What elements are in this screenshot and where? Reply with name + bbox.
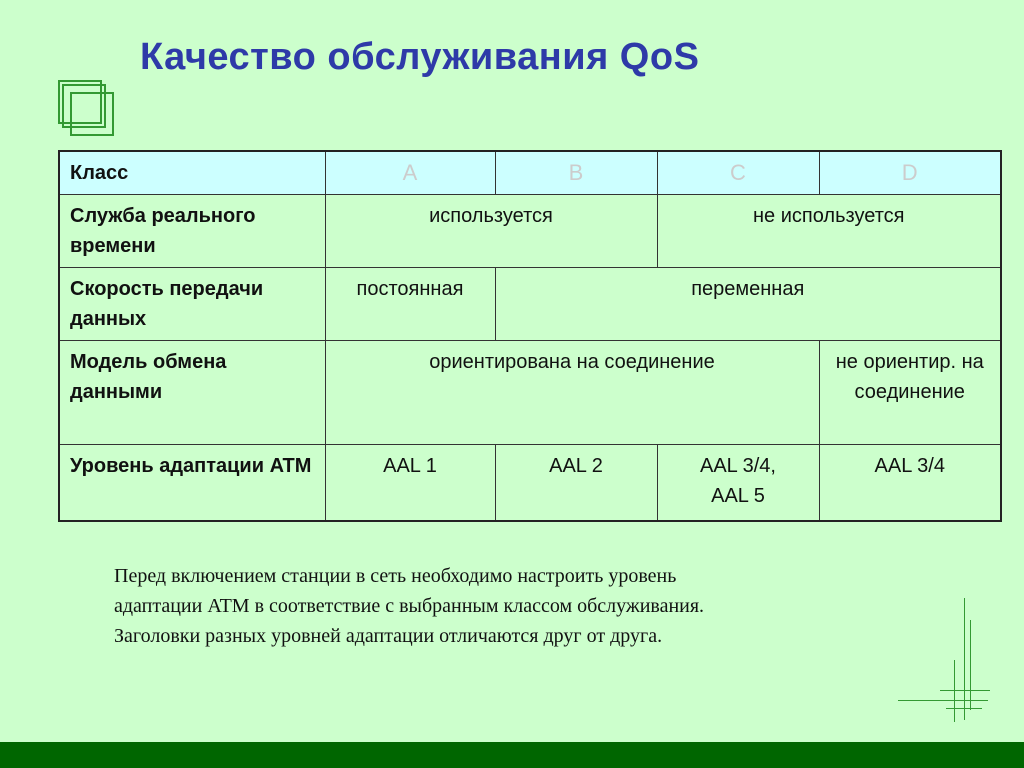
cell: AAL 1 <box>325 445 495 521</box>
cell: не используется <box>657 195 1001 268</box>
cell: AAL 3/4, AAL 5 <box>657 445 819 521</box>
table-row <box>59 341 1001 445</box>
header-label: Класс <box>59 151 325 195</box>
class-c: C <box>657 151 819 195</box>
row-label: Уровень адаптации ATM <box>59 445 325 521</box>
class-a: A <box>325 151 495 195</box>
cell: AAL 2 <box>495 445 657 521</box>
table-row <box>59 268 1001 341</box>
note-text: Перед включением станции в сеть необходимо настроить уровень адаптации ATM в соответствие с выбранным классом обслуживания. Заголовки разных уровней адаптации отличаются друг от друга. <box>114 565 705 647</box>
table-row <box>59 445 1001 521</box>
lines-decoration <box>890 590 1000 730</box>
row-label: Служба реального времени <box>59 195 325 268</box>
cell: не ориентир. на соединение <box>819 341 1001 445</box>
cell: постоянная <box>325 268 495 341</box>
page-title: Качество обслуживания QoS <box>140 36 700 78</box>
cell: переменная <box>495 268 1001 341</box>
class-b: B <box>495 151 657 195</box>
class-d: D <box>819 151 1001 195</box>
table-row <box>59 195 1001 268</box>
table-header-row <box>59 151 1001 195</box>
squares-decoration <box>58 80 118 140</box>
footer-bar <box>0 742 1024 768</box>
cell: используется <box>325 195 657 268</box>
qos-table <box>58 150 1002 522</box>
row-label: Скорость передачи данных <box>59 268 325 341</box>
row-label: Модель обмена данными <box>59 341 325 445</box>
cell: ориентирована на соединение <box>325 341 819 445</box>
cell: AAL 3/4 <box>819 445 1001 521</box>
